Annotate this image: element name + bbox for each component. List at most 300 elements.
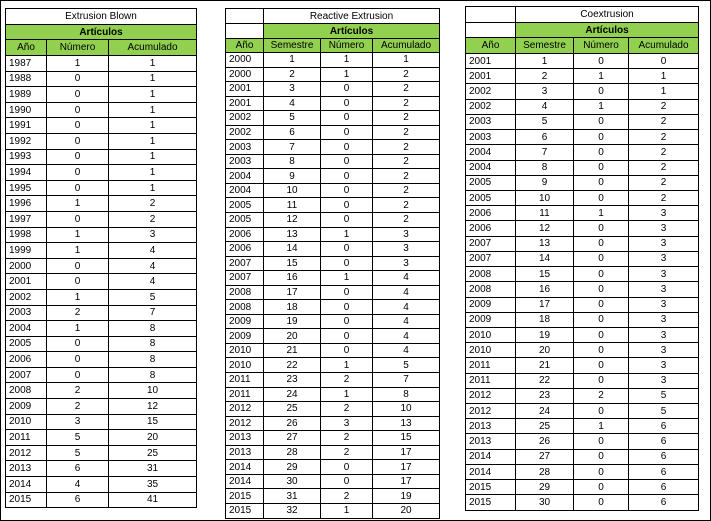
table-row — [226, 445, 440, 460]
year-cell: 2002 — [466, 99, 516, 114]
table-cell: 0 — [321, 314, 373, 329]
table-cell: 2 — [629, 175, 699, 190]
table-row — [466, 84, 699, 99]
table-cell: 1 — [47, 321, 109, 337]
table-cell: 8 — [264, 154, 321, 169]
table-row — [226, 183, 440, 198]
year-cell: 2006 — [6, 352, 47, 368]
table-cell: 4 — [373, 271, 440, 286]
table-row — [466, 343, 699, 358]
table-cell: 0 — [47, 149, 109, 165]
table-cell: 2 — [109, 211, 197, 227]
table-cell: 2 — [373, 67, 440, 82]
year-cell: 2000 — [226, 53, 264, 68]
table-cell: 0 — [574, 449, 629, 464]
column-header: Acumulado — [373, 39, 440, 53]
table-cell: 1 — [109, 118, 197, 134]
table-cell: 5 — [47, 445, 109, 461]
table-cell: 1 — [109, 71, 197, 87]
year-cell: 2003 — [466, 130, 516, 145]
table-row — [6, 211, 197, 227]
table-cell: 0 — [321, 329, 373, 344]
column-header: Año — [6, 40, 47, 56]
table-row — [6, 243, 197, 259]
table-cell: 17 — [264, 285, 321, 300]
table-row — [6, 336, 197, 352]
year-cell: 2002 — [466, 84, 516, 99]
year-cell: 2005 — [466, 175, 516, 190]
table-row — [226, 256, 440, 271]
table-cell: 6 — [629, 434, 699, 449]
table-cell: 17 — [516, 297, 574, 312]
year-cell: 2010 — [466, 343, 516, 358]
table-cell: 31 — [264, 489, 321, 504]
table-cell: 27 — [264, 431, 321, 446]
year-cell: 2003 — [226, 140, 264, 155]
table-cell: 1 — [47, 227, 109, 243]
table-cell: 0 — [321, 140, 373, 155]
table-cell: 4 — [47, 477, 109, 493]
column-header: Número — [47, 40, 109, 56]
table-cell: 0 — [574, 54, 629, 69]
table-cell: 2 — [47, 305, 109, 321]
table-cell: 1 — [321, 227, 373, 242]
table-cell: 1 — [109, 149, 197, 165]
table-cell: 15 — [373, 431, 440, 446]
table-row — [226, 329, 440, 344]
table-cell: 1 — [109, 102, 197, 118]
table-cell: 1 — [109, 133, 197, 149]
year-cell: 2004 — [466, 160, 516, 175]
table-row — [466, 373, 699, 388]
table-cell: 8 — [109, 352, 197, 368]
table-cell: 5 — [516, 114, 574, 129]
year-cell: 2014 — [6, 477, 47, 493]
year-cell: 2005 — [226, 213, 264, 228]
column-header: Acumulado — [629, 38, 699, 54]
year-cell: 2011 — [466, 358, 516, 373]
table-cell: 5 — [47, 430, 109, 446]
table-cell: 7 — [109, 305, 197, 321]
title-blank-cell — [466, 7, 516, 23]
table-title: Reactive Extrusion — [264, 9, 440, 24]
table-cell: 2 — [47, 399, 109, 415]
table-row — [6, 258, 197, 274]
year-cell: 2008 — [6, 383, 47, 399]
table-cell: 0 — [574, 358, 629, 373]
year-cell: 2011 — [226, 387, 264, 402]
table-cell: 31 — [109, 461, 197, 477]
year-cell: 2003 — [6, 305, 47, 321]
table-cell: 0 — [574, 434, 629, 449]
table-cell: 0 — [574, 327, 629, 342]
year-cell: 2001 — [226, 96, 264, 111]
table-row — [6, 274, 197, 290]
table-cell: 0 — [574, 114, 629, 129]
table-cell: 0 — [47, 211, 109, 227]
table-cell: 6 — [629, 419, 699, 434]
table-row — [466, 495, 699, 510]
table-cell: 1 — [47, 289, 109, 305]
table-cell: 13 — [264, 227, 321, 242]
year-cell: 2004 — [6, 321, 47, 337]
table-row — [226, 53, 440, 68]
table-cell: 23 — [516, 388, 574, 403]
table-row — [6, 196, 197, 212]
table-cell: 18 — [264, 300, 321, 315]
table-row — [466, 388, 699, 403]
table-cell: 10 — [516, 190, 574, 205]
table-cell: 0 — [47, 352, 109, 368]
table-cell: 0 — [321, 242, 373, 257]
table-row — [226, 213, 440, 228]
column-header: Año — [226, 39, 264, 53]
table-cell: 0 — [574, 282, 629, 297]
table-cell: 21 — [264, 343, 321, 358]
table-row — [466, 54, 699, 69]
table-row — [226, 503, 440, 518]
table-cell: 1 — [109, 180, 197, 196]
table-cell: 1 — [321, 53, 373, 68]
year-cell: 2004 — [466, 145, 516, 160]
table-subheader: Artículos — [516, 23, 699, 38]
year-cell: 2006 — [226, 227, 264, 242]
table-cell: 0 — [574, 480, 629, 495]
table-cell: 0 — [321, 213, 373, 228]
table-cell: 24 — [264, 387, 321, 402]
table-cell: 4 — [373, 300, 440, 315]
table-cell: 16 — [516, 282, 574, 297]
table-row — [466, 282, 699, 297]
table-row — [226, 242, 440, 257]
table-row — [466, 236, 699, 251]
table-row — [6, 180, 197, 196]
table-row — [226, 416, 440, 431]
table-cell: 25 — [264, 402, 321, 417]
table-row — [6, 149, 197, 165]
table-cell: 8 — [373, 387, 440, 402]
table-cell: 0 — [321, 125, 373, 140]
table-cell: 12 — [109, 399, 197, 415]
table-cell: 2 — [373, 125, 440, 140]
table-row — [226, 169, 440, 184]
table-row — [6, 289, 197, 305]
year-cell: 2011 — [6, 430, 47, 446]
year-cell: 2011 — [226, 373, 264, 388]
table-row — [226, 154, 440, 169]
table-row — [226, 198, 440, 213]
table-cell: 0 — [321, 198, 373, 213]
table-cell: 2 — [574, 388, 629, 403]
table-cell: 14 — [516, 251, 574, 266]
table-row — [6, 367, 197, 383]
table-cell: 19 — [516, 327, 574, 342]
table-cell: 7 — [373, 373, 440, 388]
table-cell: 2 — [629, 190, 699, 205]
year-cell: 2009 — [6, 399, 47, 415]
table-cell: 3 — [629, 221, 699, 236]
table-row — [6, 477, 197, 493]
table-cell: 0 — [47, 133, 109, 149]
table-cell: 12 — [516, 221, 574, 236]
table-cell: 17 — [373, 474, 440, 489]
table-cell: 13 — [373, 416, 440, 431]
table-cell: 3 — [264, 82, 321, 97]
table-cell: 3 — [373, 242, 440, 257]
year-cell: 2001 — [226, 82, 264, 97]
table-row — [6, 102, 197, 118]
table-cell: 41 — [109, 492, 197, 508]
table-row — [226, 285, 440, 300]
year-cell: 2012 — [226, 416, 264, 431]
table-cell: 0 — [574, 145, 629, 160]
table-cell: 0 — [321, 169, 373, 184]
year-cell: 1994 — [6, 165, 47, 181]
table-cell: 2 — [373, 213, 440, 228]
year-cell: 2009 — [466, 312, 516, 327]
table-cell: 3 — [373, 227, 440, 242]
table-cell: 0 — [321, 300, 373, 315]
table-cell: 2 — [109, 196, 197, 212]
table-row — [466, 190, 699, 205]
table-cell: 12 — [264, 213, 321, 228]
table-row — [226, 474, 440, 489]
table-cell: 4 — [373, 314, 440, 329]
table-cell: 0 — [574, 297, 629, 312]
table-title: Coextrusion — [516, 7, 699, 23]
table-cell: 7 — [516, 145, 574, 160]
year-cell: 2008 — [466, 282, 516, 297]
table-cell: 3 — [629, 282, 699, 297]
table-cell: 0 — [629, 54, 699, 69]
table-cell: 0 — [47, 118, 109, 134]
year-cell: 2014 — [466, 449, 516, 464]
table-cell: 2 — [321, 445, 373, 460]
year-cell: 2002 — [6, 289, 47, 305]
table-cell: 1 — [47, 196, 109, 212]
table-cell: 1 — [321, 358, 373, 373]
table-cell: 1 — [264, 53, 321, 68]
year-cell: 1996 — [6, 196, 47, 212]
table-cell: 0 — [47, 336, 109, 352]
table-cell: 13 — [516, 236, 574, 251]
table-row — [6, 71, 197, 87]
column-header: Número — [321, 39, 373, 53]
table-cell: 2 — [373, 96, 440, 111]
table-row — [466, 99, 699, 114]
table-cell: 2 — [321, 373, 373, 388]
year-cell: 1991 — [6, 118, 47, 134]
table-cell: 2 — [321, 431, 373, 446]
table-cell: 6 — [516, 130, 574, 145]
table-row — [466, 312, 699, 327]
table-body — [6, 56, 197, 508]
subheader-blank-cell — [226, 24, 264, 39]
table-cell: 6 — [264, 125, 321, 140]
table-cell: 3 — [109, 227, 197, 243]
table-cell: 2 — [373, 82, 440, 97]
table-cell: 21 — [516, 358, 574, 373]
column-header: Número — [574, 38, 629, 54]
table-cell: 0 — [574, 495, 629, 510]
year-cell: 2009 — [466, 297, 516, 312]
table-cell: 4 — [373, 285, 440, 300]
year-cell: 2004 — [226, 183, 264, 198]
table-cell: 15 — [264, 256, 321, 271]
year-cell: 2012 — [226, 402, 264, 417]
table-row — [226, 300, 440, 315]
table-cell: 5 — [264, 111, 321, 126]
table-row — [466, 267, 699, 282]
table-row — [226, 387, 440, 402]
year-cell: 1998 — [6, 227, 47, 243]
table-body — [226, 53, 440, 519]
year-cell: 2014 — [226, 460, 264, 475]
table-cell: 18 — [516, 312, 574, 327]
table-row — [6, 492, 197, 508]
table-row — [466, 175, 699, 190]
year-cell: 2008 — [226, 285, 264, 300]
table-row — [6, 414, 197, 430]
table-cell: 28 — [516, 464, 574, 479]
table-cell: 0 — [321, 343, 373, 358]
table-cell: 0 — [321, 256, 373, 271]
year-cell: 2006 — [466, 206, 516, 221]
table-cell: 2 — [321, 489, 373, 504]
table-row — [466, 480, 699, 495]
table-cell: 2 — [373, 198, 440, 213]
year-cell: 1993 — [6, 149, 47, 165]
year-cell: 2002 — [226, 125, 264, 140]
table-subheader: Artículos — [6, 25, 197, 40]
year-cell: 2008 — [466, 267, 516, 282]
table-cell: 15 — [109, 414, 197, 430]
table-cell: 3 — [629, 206, 699, 221]
year-cell: 2013 — [226, 431, 264, 446]
table-cell: 0 — [47, 258, 109, 274]
table-cell: 28 — [264, 445, 321, 460]
table-cell: 3 — [629, 297, 699, 312]
table-cell: 26 — [516, 434, 574, 449]
table-cell: 5 — [629, 404, 699, 419]
table-row — [6, 133, 197, 149]
table-cell: 1 — [574, 206, 629, 221]
reactive-extrusion-table — [225, 8, 440, 519]
year-cell: 1987 — [6, 56, 47, 72]
table-cell: 2 — [373, 140, 440, 155]
table-row — [226, 358, 440, 373]
year-cell: 2001 — [6, 274, 47, 290]
table-cell: 17 — [373, 445, 440, 460]
table-cell: 15 — [516, 267, 574, 282]
table-row — [466, 160, 699, 175]
table-row — [226, 343, 440, 358]
table-row — [466, 449, 699, 464]
table-cell: 1 — [321, 67, 373, 82]
table-cell: 0 — [321, 474, 373, 489]
table-row — [6, 227, 197, 243]
table-row — [226, 271, 440, 286]
year-cell: 1988 — [6, 71, 47, 87]
year-cell: 2004 — [226, 169, 264, 184]
table-cell: 2 — [373, 183, 440, 198]
table-cell: 0 — [574, 236, 629, 251]
table-cell: 3 — [629, 358, 699, 373]
table-cell: 4 — [109, 243, 197, 259]
table-cell: 2 — [629, 99, 699, 114]
table-cell: 3 — [629, 343, 699, 358]
table-row — [226, 314, 440, 329]
table-cell: 1 — [373, 53, 440, 68]
table-cell: 2 — [516, 69, 574, 84]
table-cell: 11 — [516, 206, 574, 221]
table-cell: 8 — [516, 160, 574, 175]
table-cell: 0 — [574, 190, 629, 205]
table-cell: 0 — [574, 343, 629, 358]
table-cell: 0 — [574, 175, 629, 190]
table-cell: 1 — [109, 87, 197, 103]
year-cell: 2007 — [226, 271, 264, 286]
table-cell: 23 — [264, 373, 321, 388]
table-cell: 29 — [264, 460, 321, 475]
table-cell: 6 — [47, 492, 109, 508]
table-row — [226, 227, 440, 242]
table-cell: 3 — [629, 236, 699, 251]
table-cell: 1 — [516, 54, 574, 69]
table-cell: 0 — [574, 267, 629, 282]
year-cell: 2010 — [466, 327, 516, 342]
table-cell: 4 — [516, 99, 574, 114]
table-row — [6, 305, 197, 321]
table-cell: 0 — [47, 180, 109, 196]
year-cell: 2008 — [226, 300, 264, 315]
table-cell: 2 — [264, 67, 321, 82]
table-cell: 2 — [373, 169, 440, 184]
year-cell: 2007 — [466, 236, 516, 251]
table-cell: 0 — [574, 373, 629, 388]
year-cell: 2006 — [466, 221, 516, 236]
table-cell: 0 — [574, 160, 629, 175]
title-blank-cell — [226, 9, 264, 24]
table-cell: 20 — [109, 430, 197, 446]
table-cell: 6 — [47, 461, 109, 477]
table-row — [6, 118, 197, 134]
year-cell: 2000 — [226, 67, 264, 82]
table-cell: 3 — [47, 414, 109, 430]
table-cell: 0 — [47, 165, 109, 181]
table-cell: 8 — [109, 321, 197, 337]
table-cell: 1 — [574, 69, 629, 84]
table-cell: 0 — [574, 312, 629, 327]
table-row — [466, 114, 699, 129]
table-cell: 6 — [629, 495, 699, 510]
year-cell: 2012 — [6, 445, 47, 461]
table-row — [226, 82, 440, 97]
table-cell: 17 — [373, 460, 440, 475]
table-cell: 3 — [629, 312, 699, 327]
table-row — [6, 461, 197, 477]
table-cell: 3 — [321, 416, 373, 431]
table-cell: 9 — [516, 175, 574, 190]
year-cell: 2010 — [226, 343, 264, 358]
table-row — [466, 434, 699, 449]
year-cell: 1997 — [6, 211, 47, 227]
table-cell: 3 — [629, 251, 699, 266]
year-cell: 2012 — [466, 388, 516, 403]
table-cell: 6 — [629, 464, 699, 479]
table-row — [226, 67, 440, 82]
table-cell: 1 — [321, 387, 373, 402]
